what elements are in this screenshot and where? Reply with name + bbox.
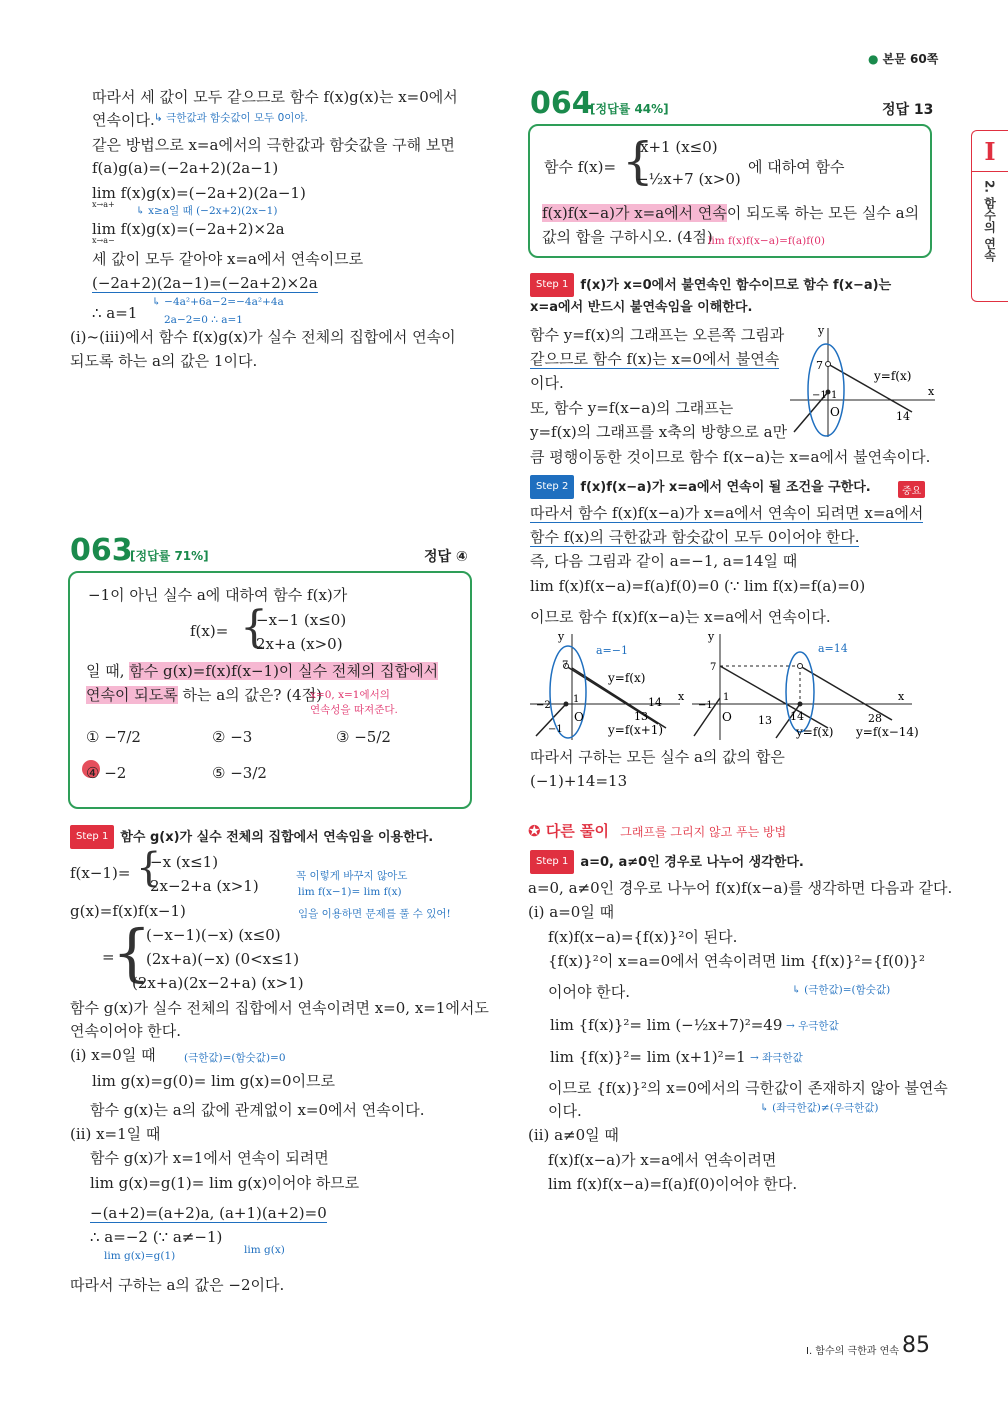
margin-note: → 좌극한값 [750, 1052, 803, 1064]
correct-rate: [정답률 71%] [130, 549, 209, 563]
option-4[interactable]: ④ −2 [86, 764, 127, 782]
text-line: 이므로 {f(x)}²의 x=0에서의 극한값이 존재하지 않아 불연속 [548, 1079, 948, 1097]
margin-note: ↳ −4a²+6a−2=−4a²+4a [152, 296, 284, 308]
brace: { [136, 845, 162, 891]
text-line: 이어야 한다. [548, 983, 630, 1001]
closed-point [564, 702, 569, 707]
tick-13: 13 [634, 710, 648, 723]
correct-rate: [정답률 44%] [590, 102, 669, 116]
text-line: f(x)f(x−a)={f(x)}²이 된다. [548, 928, 738, 946]
brace: { [240, 602, 268, 653]
case-line: 2x−2+a (x>1) [150, 877, 259, 895]
tick-1: 1 [723, 692, 730, 703]
tick-14: 14 [896, 410, 910, 423]
text-line: (−1)+14=13 [530, 772, 628, 790]
text-line: lim f(x)g(x)=(−2a+2)×2a [92, 220, 285, 238]
pink-note: x=0, x=1에서의 연속성을 따져준다. [310, 689, 398, 716]
open-point [798, 664, 803, 669]
margin-note: ↳ x≥a일 때 (−2x+2)(2x−1) [136, 205, 278, 217]
tick-neg1: −1 [548, 724, 563, 735]
tick-neg1: −1 [812, 390, 827, 401]
case-line: −½x+7 (x>0) [636, 170, 741, 188]
text-line: 이다. [530, 374, 564, 392]
curve-label: y=f(x) [608, 671, 646, 685]
tick-14: 14 [790, 710, 804, 723]
text-line: (−2a+2)(2a−1)=(−2a+2)×2a [92, 274, 318, 292]
page-ref: ● 본문 60쪽 [868, 52, 939, 66]
case-line: (−x−1)(−x) (x≤0) [146, 926, 281, 944]
tick-14: 14 [648, 696, 662, 709]
origin: O [722, 710, 732, 724]
math-line: lim {f(x)}²= lim (x+1)²=1 [550, 1048, 746, 1066]
y-label: y [558, 630, 565, 643]
math-line: lim g(x)=g(0)= lim g(x)=0이므로 [92, 1072, 336, 1090]
tick-1: 1 [831, 390, 838, 401]
margin-note: 2a−2=0 ∴ a=1 [164, 314, 243, 326]
case-line: (2x+a)(−x) (0<x≤1) [146, 950, 300, 968]
answer-label: 정답 13 [882, 102, 934, 118]
y-label: y [708, 630, 715, 643]
limit-sub: x→a+ [92, 200, 115, 209]
text-line: {f(x)}²이 x=a=0에서 연속이려면 lim {f(x)}²={f(0)}² [548, 952, 925, 970]
case-line: −x−1 (x≤0) [256, 611, 347, 629]
star-icon: ✪ [528, 822, 541, 840]
circle-bullet-icon: ● [868, 52, 879, 66]
math-line: lim g(x)=g(1)= lim g(x)이어야 하므로 [90, 1174, 360, 1192]
text-line: 함수 g(x)가 실수 전체의 집합에서 연속이려면 x=0, x=1에서도 [70, 999, 489, 1017]
margin-note: ↳ (극한값)=(함숫값) [792, 984, 891, 996]
graph-a-neg1 [530, 628, 690, 743]
shift-label: y=f(x+1) [608, 723, 664, 737]
margin-note: lim g(x)=g(1) [104, 1250, 176, 1262]
text-line: (ⅱ) x=1일 때 [70, 1125, 161, 1143]
text-line: 같은 방법으로 x=a에서의 극한값과 함숫값을 구해 보면 [92, 136, 455, 154]
math-line: lim {f(x)}²= lim (−½x+7)²=49 [550, 1016, 783, 1034]
f-right [720, 666, 828, 728]
text-line: 연속이다. [92, 111, 155, 129]
math-line: g(x)=f(x)f(x−1) [70, 902, 186, 920]
graph-fx [790, 322, 940, 442]
text-line: 같으므로 함수 f(x)는 x=0에서 불연속 [530, 350, 780, 368]
tick-neg1: −1 [698, 700, 713, 711]
x-label: x [678, 690, 685, 703]
brace: { [622, 132, 654, 190]
text-line: (ⅰ) a=0일 때 [528, 903, 615, 921]
step-line: x=a에서 반드시 불연속임을 이해한다. [530, 300, 753, 315]
chapter-title: 2. 함수의 연속 [982, 180, 997, 262]
text-line: 세 값이 모두 같아야 x=a에서 연속이므로 [92, 250, 364, 268]
shift-label: y=f(x−14) [856, 725, 919, 739]
text-line: 또, 함수 y=f(x−a)의 그래프는 [530, 399, 734, 417]
text-line: 따라서 세 값이 모두 같으므로 함수 f(x)g(x)는 x=0에서 [92, 88, 458, 106]
text-line: 즉, 다음 그림과 같이 a=−1, a=14일 때 [530, 552, 798, 570]
curve-label: y=f(x) [874, 369, 912, 383]
curve-label: y=f(x) [796, 725, 834, 739]
margin-note: ↳ 극한값과 함숫값이 모두 0이야. [154, 112, 308, 124]
text-line: f(x)f(x−a)가 x=a에서 연속이려면 [548, 1151, 777, 1169]
question-text: 일 때, 함수 g(x)=f(x)f(x−1)이 실수 전체의 집합에서 [86, 662, 439, 680]
text-line: 이다. [548, 1102, 582, 1120]
question-text: f(x)f(x−a)가 x=a에서 연속이 되도록 하는 모든 실수 a의 [542, 204, 920, 222]
question-text: 에 대하여 함수 [748, 158, 845, 176]
question-text: 값의 합을 구하시오. (4점) [542, 228, 713, 246]
margin-note: ↳ (좌극한값)≠(우극한값) [760, 1102, 879, 1114]
option-5[interactable]: ⑤ −3/2 [212, 764, 267, 782]
math-line: −(a+2)=(a+2)a, (a+1)(a+2)=0 [90, 1204, 327, 1222]
text-line: 함수 g(x)가 x=1에서 연속이 되려면 [90, 1149, 329, 1167]
problem-number: 064 [530, 86, 593, 121]
chapter-tab[interactable] [971, 130, 1008, 302]
origin: O [830, 405, 840, 419]
math-line: lim f(x)f(x−a)=f(a)f(0)=0 (∵ lim f(x)=f(a)=0) [530, 577, 866, 595]
option-3[interactable]: ③ −5/2 [336, 728, 391, 746]
step-line: Step 1 함수 g(x)가 실수 전체의 집합에서 연속임을 이용한다. [70, 825, 433, 849]
math-line: lim f(x)f(x−a)=f(a)f(0)이어야 한다. [548, 1175, 798, 1193]
math-line: f(x−1)= [70, 864, 131, 882]
case-line: −x (x≤1) [150, 853, 219, 871]
margin-note: → 우극한값 [786, 1020, 839, 1032]
text-line: (ⅱ) a≠0일 때 [528, 1126, 619, 1144]
a-label: a=−1 [596, 644, 628, 657]
chapter-roman: I [972, 131, 1008, 172]
text-line: 따라서 구하는 모든 실수 a의 값의 합은 [530, 748, 785, 766]
brace: { [112, 916, 152, 989]
tick-1: 1 [573, 694, 580, 705]
answer-label: 정답 ④ [424, 549, 468, 565]
x-label: x [898, 690, 905, 703]
option-1[interactable]: ① −7/2 [86, 728, 141, 746]
closed-point [798, 702, 803, 707]
problem-number: 063 [70, 533, 133, 568]
open-point [826, 362, 831, 367]
option-2[interactable]: ② −3 [212, 728, 253, 746]
text-line: (ⅰ)~(ⅲ)에서 함수 f(x)g(x)가 실수 전체의 집합에서 연속이 [70, 328, 456, 346]
text-line: a=0, a≠0인 경우로 나누어 f(x)f(x−a)를 생각하면 다음과 같다. [528, 879, 953, 897]
text-line: lim f(x)g(x)=(−2a+2)(2a−1) [92, 184, 306, 202]
margin-note: lim g(x) [244, 1244, 285, 1256]
text-line: 따라서 구하는 a의 값은 −2이다. [70, 1276, 285, 1294]
text-line: y=f(x)의 그래프를 x축의 방향으로 a만 [530, 423, 788, 441]
tick-7: 7 [816, 359, 823, 372]
alt-title: ✪ 다른 풀이 그래프를 그리지 않고 푸는 방법 [528, 822, 787, 840]
origin: O [574, 710, 584, 724]
step-line: Step 1 f(x)가 x=0에서 불연속인 함수이므로 함수 f(x−a)는 [530, 273, 891, 297]
case-line: x+1 (x≤0) [640, 138, 718, 156]
question-text: −1이 아닌 실수 a에 대하여 함수 f(x)가 [88, 586, 348, 604]
equals: = [102, 948, 115, 966]
limit-sub: x→a− [92, 236, 115, 245]
text-line: 큼 평행이동한 것이므로 함수 f(x−a)는 x=a에서 불연속이다. [530, 448, 931, 466]
case-line: (2x+a)(2x−2+a) (x>1) [132, 974, 304, 992]
text-line: 이므로 함수 f(x)f(x−a)는 x=a에서 연속이다. [530, 608, 831, 626]
tick-7: 7 [562, 660, 569, 671]
case-line: 2x+a (x>0) [256, 635, 343, 653]
margin-note: lim f(x−1)= lim f(x) [298, 886, 402, 898]
math-line: ∴ a=−2 (∵ a≠−1) [90, 1228, 223, 1246]
text-line: 연속이어야 한다. [70, 1022, 181, 1040]
margin-note: 꼭 이렇게 바꾸지 않아도 [296, 870, 408, 882]
text-line: 함수 f(x)의 극한값과 함숫값이 모두 0이어야 한다. [530, 528, 860, 546]
text-line: 되도록 하는 a의 값은 1이다. [70, 352, 258, 370]
tick-28: 28 [868, 712, 882, 725]
text-line: 따라서 함수 f(x)f(x−a)가 x=a에서 연속이 되려면 x=a에서 [530, 504, 924, 522]
tick-neg2: −2 [536, 700, 551, 711]
page-number: 85 [902, 1333, 930, 1358]
function-label: f(x)= [190, 622, 229, 640]
x-label: x [928, 385, 935, 398]
y-label: y [818, 324, 825, 337]
text-line: 함수 g(x)는 a의 값에 관계없이 x=0에서 연속이다. [90, 1101, 425, 1119]
a-label: a=14 [818, 642, 848, 655]
question-text: 연속이 되도록 하는 a의 값은? (4점) [86, 686, 322, 704]
footer-section: Ⅰ. 함수의 극한과 연속 [806, 1346, 899, 1357]
tick-13: 13 [758, 714, 772, 727]
tick-7: 7 [710, 662, 717, 673]
text-line: f(a)g(a)=(−2a+2)(2a−1) [92, 159, 279, 177]
step-line: Step 2 f(x)f(x−a)가 x=a에서 연속이 될 조건을 구한다. [530, 475, 871, 499]
important-badge: 중요 [898, 480, 925, 498]
margin-note: (극한값)=(함숫값)=0 [184, 1052, 286, 1064]
graph-a-14 [692, 628, 932, 743]
text-line: 함수 y=f(x)의 그래프는 오른쪽 그림과 [530, 326, 785, 344]
margin-note: 임을 이용하면 문제를 풀 수 있어! [298, 908, 451, 920]
step-line: Step 1 a=0, a≠0인 경우로 나누어 생각한다. [530, 850, 804, 874]
function-label: 함수 f(x)= [544, 158, 617, 176]
text-line: ∴ a=1 [92, 304, 138, 322]
text-line: (ⅰ) x=0일 때 [70, 1046, 156, 1064]
pink-note: lim f(x)f(x−a)=f(a)f(0) [708, 235, 825, 247]
